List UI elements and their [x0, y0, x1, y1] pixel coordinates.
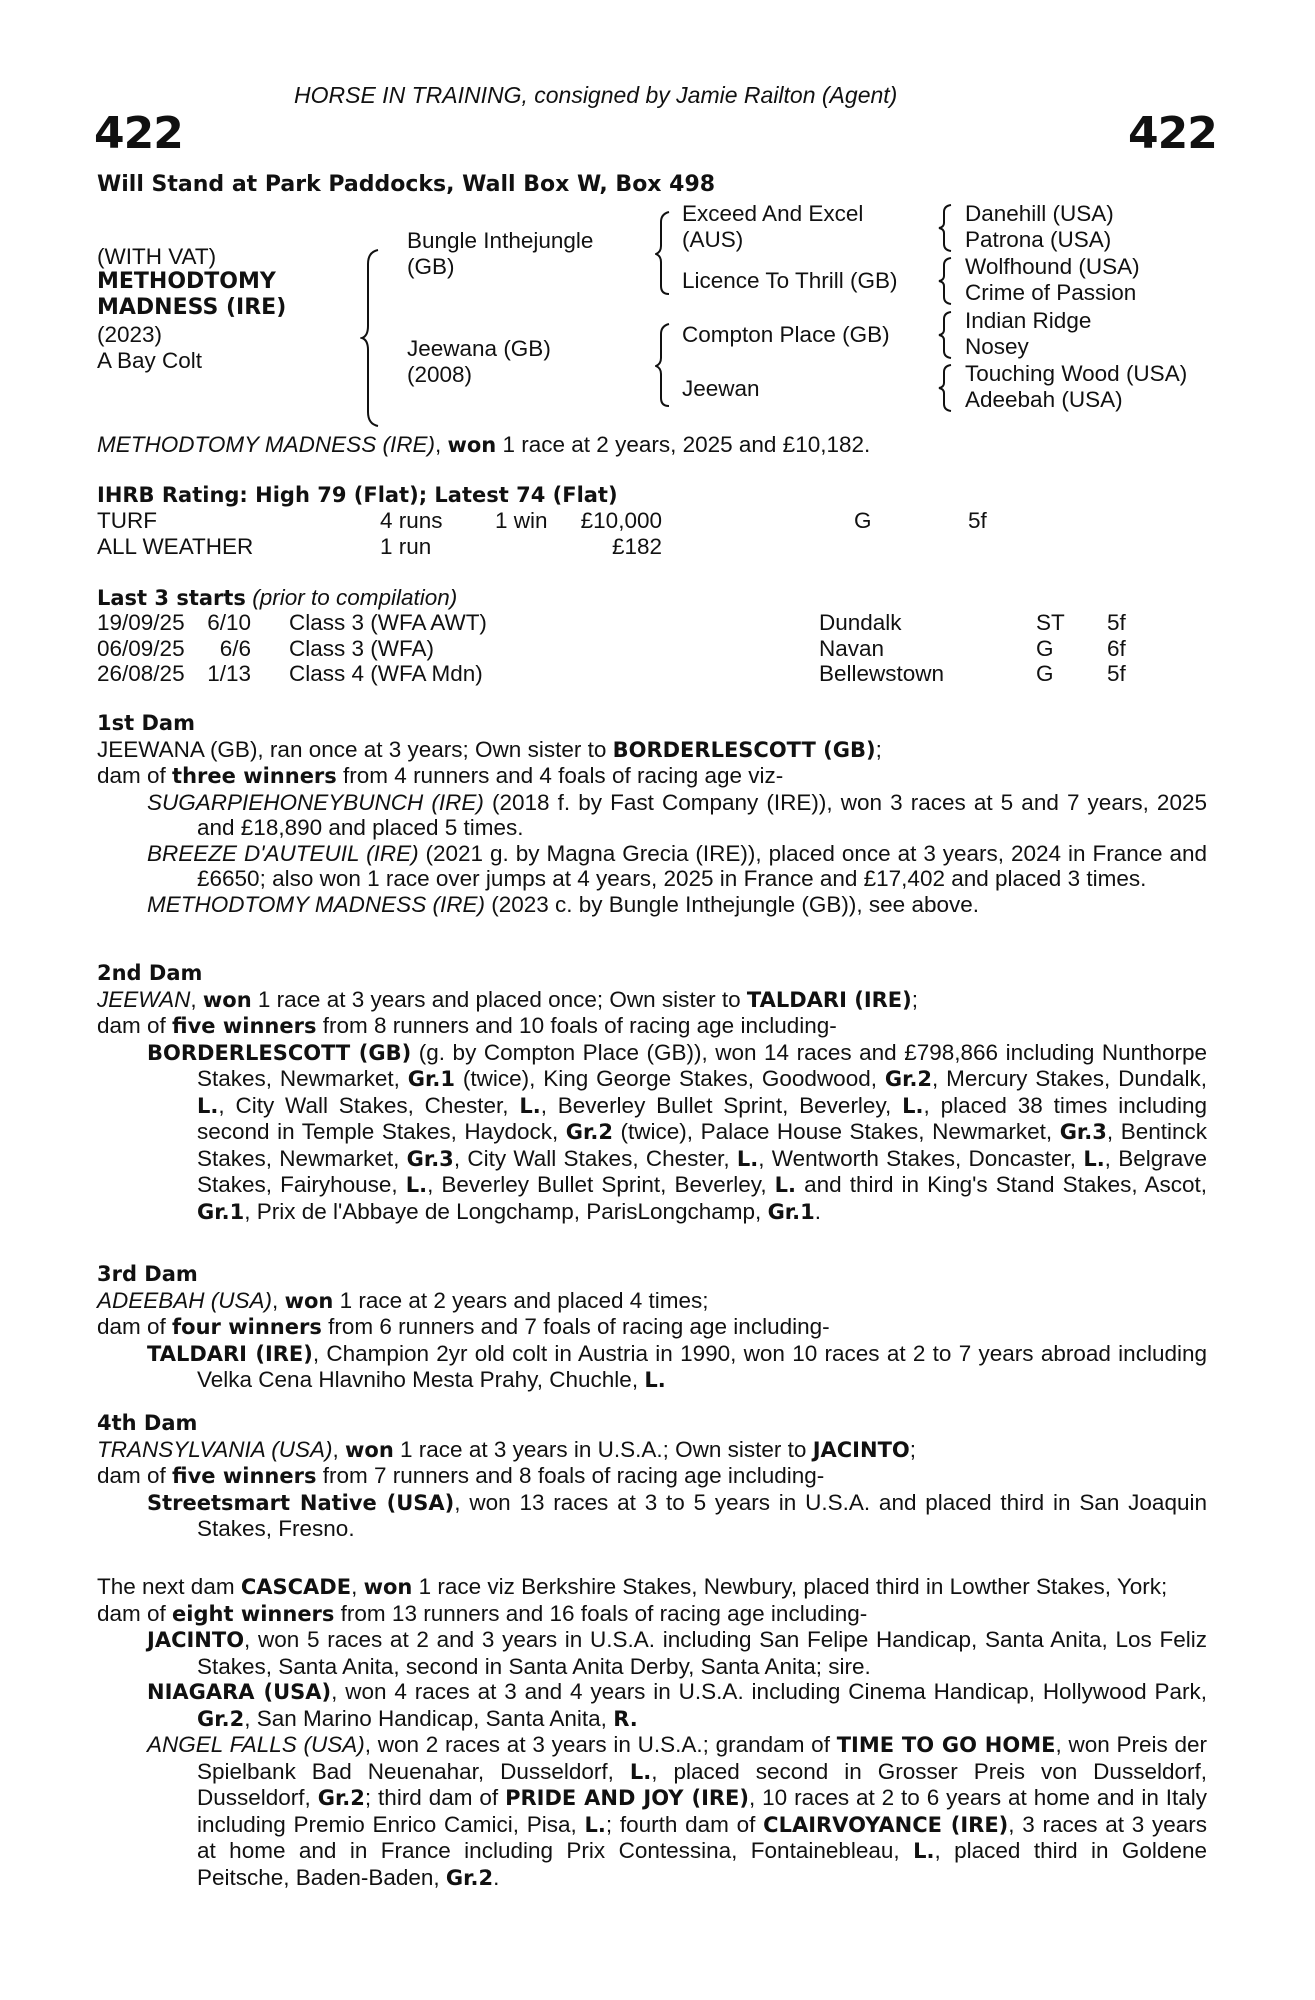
dam-sire-sire: Indian Ridge: [965, 308, 1092, 333]
sire-dam: Licence To Thrill (GB): [682, 268, 898, 293]
grade: L.: [519, 1093, 541, 1118]
progeny-entry: [97, 841, 1207, 892]
vat-status: (WITH VAT): [97, 244, 217, 269]
third-dam-section: [97, 1262, 1207, 1394]
lot-number-right: 422: [1128, 108, 1217, 159]
rating-distance: 5f: [968, 508, 987, 533]
text: dam of: [97, 1013, 173, 1038]
text: , 3 races at 3 years at home and in France including Prix Contessina, Fontainebleau,: [197, 1811, 1208, 1863]
section-heading: 3rd Dam: [97, 1262, 198, 1286]
winners-count: eight winners: [172, 1601, 335, 1626]
progeny-name: SUGARPIEHONEYBUNCH (IRE): [147, 789, 484, 815]
text: 1 race viz Berkshire Stakes, Newbury, placed third in Lowther Stakes, York;: [412, 1574, 1168, 1599]
descendant-name: CLAIRVOYANCE (IRE): [763, 1812, 1009, 1837]
rating-earnings: £182: [611, 533, 662, 559]
text: and third in King's Stand Stakes, Ascot,: [796, 1172, 1208, 1197]
dam-produce-summary: [97, 1314, 1207, 1341]
text: , won 5 races at 2 and 3 years in U.S.A. including San Felipe Handicap, Santa Anita, Los Feliz Stakes, Santa Anita, second in Santa Anita Derby, Santa Anita; sire.: [197, 1627, 1207, 1679]
text: from 4 runners and 4 foals of racing age viz-: [336, 763, 784, 788]
start-race: Class 3 (WFA AWT): [289, 610, 487, 635]
start-position: 6/6: [219, 635, 251, 661]
text: , Wentworth Stakes, Doncaster,: [758, 1145, 1084, 1171]
grade: L.: [644, 1368, 666, 1392]
progeny-entry: [97, 790, 1207, 841]
won-label: won: [284, 1288, 334, 1313]
progeny-text: (2018 f. by Fast Company (IRE)), won 3 races at 5 and 7 years, 2025 and £18,890 and placed 5 times.: [197, 789, 1207, 840]
dam-produce-summary: [97, 1463, 1207, 1490]
rating-table: [97, 508, 1197, 560]
sibling-name: BORDERLESCOTT (GB): [612, 737, 876, 762]
dam-description: [97, 737, 1207, 764]
start-row: [97, 636, 1197, 662]
rating-heading: IHRB Rating: High 79 (Flat); Latest 74 (Flat): [97, 483, 618, 507]
text: 1 race at 3 years and placed once; Own sister to: [251, 986, 747, 1012]
dam-dam-dam: Adeebah (USA): [965, 387, 1123, 412]
start-distance: 6f: [1107, 635, 1126, 661]
dam-brace-icon: [655, 322, 673, 408]
sibling-name: JACINTO: [812, 1437, 910, 1462]
text: , Beverley Bullet Sprint, Beverley,: [427, 1172, 775, 1197]
gen3-brace-icon: [938, 203, 954, 253]
start-race: Class 4 (WFA Mdn): [289, 661, 483, 686]
first-dam-section: [97, 711, 1207, 917]
progeny-entry: [97, 1341, 1207, 1394]
dam-description: TRANSYLVANIA (USA), won 1 race at 3 years in U.S.A.; Own sister to JACINTO;: [97, 1436, 917, 1462]
dam-description: The next dam CASCADE, won 1 race viz Berkshire Stakes, Newbury, placed third in Lowther Stakes, York;: [97, 1574, 1168, 1599]
dam-produce-summary: [97, 1601, 1207, 1628]
dam-produce-summary: [97, 1013, 1207, 1040]
grade: Gr.2: [317, 1786, 365, 1810]
progeny-name: JACINTO: [147, 1628, 245, 1652]
text: ; fourth dam of: [605, 1811, 764, 1837]
text: (twice), King George Stakes, Goodwood,: [454, 1066, 885, 1091]
dam-dam-sire: Touching Wood (USA): [965, 361, 1188, 386]
text: JEEWANA (GB), ran once at 3 years; Own sister to: [97, 736, 613, 762]
text: , Bentinck Stakes, Newmarket,: [197, 1119, 1207, 1171]
grade: L.: [774, 1173, 797, 1197]
grade: Gr.2: [884, 1067, 933, 1091]
text: , City Wall Stakes, Chester,: [218, 1092, 520, 1118]
sire-sire: Exceed And Excel: [682, 201, 864, 226]
second-dam-section: [97, 961, 1207, 1225]
progeny-entry: [97, 1732, 1207, 1891]
text: , placed third in Goldene Peitsche, Baden-Baden,: [197, 1838, 1207, 1890]
horse-name-line2: MADNESS (IRE): [97, 295, 287, 320]
text: , won 4 races at 3 and 4 years in U.S.A. including Cinema Handicap, Hollywood Park,: [331, 1679, 1207, 1704]
progeny-text: (2021 g. by Magna Grecia (IRE)), placed once at 3 years, 2024 in France and £6650; also won 1 race over jumps at 4 years, 2025 in France and £17,402 and placed 3 times.: [197, 840, 1207, 891]
start-date: 06/09/25: [97, 635, 185, 661]
start-position: 1/13: [207, 661, 251, 686]
sire-brace-icon: [655, 210, 673, 296]
sire-sire-sire: Danehill (USA): [965, 201, 1114, 226]
text: , placed second in Grosser Preis von Dusseldorf, Dusseldorf,: [197, 1758, 1207, 1810]
text: , 10 races at 2 to 6 years at home and in Italy including Premio Enrico Camici, Pisa,: [197, 1785, 1207, 1837]
grade: Gr.3: [1059, 1120, 1107, 1144]
grade: Gr.3: [406, 1146, 454, 1171]
grade: Gr.1: [197, 1199, 245, 1224]
lot-number-left: 422: [94, 108, 183, 159]
progeny-entry: [97, 1679, 1207, 1732]
section-heading: 2nd Dam: [97, 961, 203, 985]
start-course: Navan: [819, 635, 885, 661]
grade: Gr.1: [767, 1199, 815, 1224]
dam-dam: Jeewan: [682, 376, 760, 401]
dam-produce-summary: [97, 763, 1207, 790]
grade: L.: [1083, 1146, 1105, 1171]
rating-runs: 4 runs: [380, 508, 443, 533]
descendant-name: TIME TO GO HOME: [836, 1733, 1056, 1757]
last-starts-title: Last 3 starts: [97, 586, 246, 610]
text: The next dam: [97, 1574, 241, 1599]
text: dam of: [97, 763, 173, 788]
text: 1 race at 2 years and placed 4 times;: [333, 1287, 709, 1313]
dam-sire-dam: Nosey: [965, 334, 1029, 359]
text: 1 race at 3 years in U.S.A.; Own sister to: [393, 1436, 813, 1462]
grade: R.: [613, 1706, 638, 1731]
rating-surface: TURF: [97, 508, 157, 533]
dam-name: TRANSYLVANIA (USA): [97, 1436, 333, 1462]
progeny-name: BORDERLESCOTT (GB): [147, 1040, 412, 1065]
text: , placed 38 times including second in Temple Stakes, Haydock,: [197, 1092, 1208, 1144]
grade: L.: [629, 1759, 652, 1784]
rating-row: [97, 508, 1197, 534]
horse-name-line1: METHODTOMY: [97, 269, 276, 294]
last-starts-note: (prior to compilation): [252, 585, 458, 610]
section-heading: 1st Dam: [97, 711, 195, 735]
grade: L.: [197, 1093, 219, 1118]
rating-earnings: £10,000: [580, 508, 662, 533]
winners-count: four winners: [172, 1315, 322, 1339]
grade: Gr.2: [565, 1120, 613, 1144]
text: , Prix de l'Abbaye de Longchamp, ParisLongchamp,: [244, 1198, 768, 1224]
rating-runs: 1 run: [380, 533, 432, 559]
dam-description: ADEEBAH (USA), won 1 race at 2 years and placed 4 times;: [97, 1287, 709, 1313]
grade: Gr.2: [445, 1865, 494, 1890]
progeny-name: TALDARI (IRE): [147, 1341, 313, 1366]
grade: L.: [584, 1812, 606, 1837]
text: (twice), Palace House Stakes, Newmarket,: [612, 1119, 1060, 1144]
last-starts-heading: [97, 585, 457, 612]
sire-sire-dam: Patrona (USA): [965, 227, 1112, 252]
won-label: won: [345, 1437, 394, 1462]
text: .: [493, 1864, 500, 1890]
progeny-name: ANGEL FALLS (USA): [147, 1732, 365, 1757]
dam-sire: Compton Place (GB): [682, 322, 890, 347]
horse-description: A Bay Colt: [97, 348, 203, 373]
progeny-name: Streetsmart Native (USA): [147, 1490, 455, 1515]
text: ;: [875, 736, 882, 762]
dam-name: CASCADE: [240, 1575, 352, 1599]
section-heading: 4th Dam: [97, 1411, 198, 1435]
text: , won 13 races at 3 to 5 years in U.S.A. and placed third in San Joaquin Stakes, Fresno.: [197, 1489, 1207, 1541]
gen3-brace-icon: [938, 256, 954, 306]
sibling-name: TALDARI (IRE): [746, 987, 912, 1012]
grade: L.: [405, 1173, 428, 1197]
text: dam of: [97, 1600, 173, 1626]
sire-sire-origin: (AUS): [682, 227, 744, 252]
start-going: G: [1036, 635, 1054, 661]
text: , City Wall Stakes, Chester,: [453, 1145, 737, 1171]
sire-dam-dam: Crime of Passion: [965, 280, 1137, 305]
rating-wins: 1 win: [495, 508, 548, 533]
dam-name: ADEEBAH (USA): [97, 1287, 273, 1313]
grade: Gr.1: [407, 1067, 455, 1091]
start-race: Class 3 (WFA): [289, 635, 435, 661]
text: , Belgrave Stakes, Fairyhouse,: [197, 1145, 1207, 1197]
text: from 7 runners and 8 foals of racing age including-: [316, 1463, 825, 1488]
descendant-name: PRIDE AND JOY (IRE): [505, 1786, 749, 1810]
race-summary: METHODTOMY MADNESS (IRE), won 1 race at 2 years, 2025 and £10,182.: [97, 432, 871, 457]
text: ; third dam of: [364, 1785, 506, 1810]
text: , won 2 races at 3 years in U.S.A.; grandam of: [364, 1732, 837, 1757]
progeny-name: METHODTOMY MADNESS (IRE): [147, 891, 485, 917]
dam-name: JEEWAN: [97, 986, 191, 1012]
winners-count: three winners: [172, 764, 337, 788]
grade: L.: [902, 1093, 924, 1118]
gen3-brace-icon: [938, 363, 954, 413]
start-distance: 5f: [1107, 610, 1126, 635]
dam-description: JEEWAN, won 1 race at 3 years and placed once; Own sister to TALDARI (IRE);: [97, 986, 919, 1012]
stable-location: Will Stand at Park Paddocks, Wall Box W, Box 498: [97, 172, 716, 197]
progeny-entry: [97, 1627, 1207, 1679]
text: , Mercury Stakes, Dundalk,: [932, 1066, 1207, 1091]
gen3-brace-icon: [938, 310, 954, 360]
summary-text: 1 race at 2 years, 2025 and £10,182.: [496, 432, 871, 457]
pedigree-brace-icon: [360, 248, 382, 428]
text: , won Preis der Spielbank Bad Neuenahar, Dusseldorf,: [197, 1732, 1208, 1784]
text: .: [814, 1198, 822, 1224]
sire-dam-sire: Wolfhound (USA): [965, 254, 1140, 279]
start-date: 19/09/25: [97, 610, 185, 635]
text: from 6 runners and 7 foals of racing age including-: [321, 1314, 830, 1339]
progeny-name: NIAGARA (USA): [147, 1680, 332, 1704]
progeny-entry: [97, 1040, 1207, 1226]
start-going: G: [1036, 661, 1054, 686]
grade: L.: [736, 1146, 759, 1171]
sire-origin: (GB): [407, 254, 455, 279]
dam-name: Jeewana (GB): [407, 336, 551, 361]
text: (g. by Compton Place (GB)), won 14 races and £798,866 including Nunthorpe Stakes, Newmarket,: [197, 1039, 1207, 1091]
start-position: 6/10: [207, 610, 251, 635]
grade: L.: [913, 1839, 935, 1863]
summary-won: won: [447, 433, 497, 457]
rating-row: [97, 534, 1197, 560]
rating-going: G: [854, 508, 872, 533]
start-course: Dundalk: [819, 610, 902, 635]
start-row: [97, 661, 1197, 687]
last-starts-table: [97, 610, 1197, 688]
start-going: ST: [1036, 610, 1065, 635]
text: , Beverley Bullet Sprint, Beverley,: [540, 1092, 903, 1118]
start-distance: 5f: [1107, 661, 1126, 686]
text: from 13 runners and 16 foals of racing age including-: [334, 1600, 868, 1626]
start-row: [97, 610, 1197, 636]
summary-horse-name: METHODTOMY MADNESS (IRE): [97, 432, 435, 457]
progeny-name: BREEZE D'AUTEUIL (IRE): [147, 840, 419, 866]
progeny-entry: [97, 892, 1207, 918]
next-dam-section: [97, 1574, 1207, 1891]
won-label: won: [363, 1575, 413, 1599]
progeny-text: (2023 c. by Bungle Inthejungle (GB)), see above.: [484, 891, 979, 917]
won-label: won: [202, 987, 252, 1012]
catalogue-header: HORSE IN TRAINING, consigned by Jamie Railton (Agent): [294, 82, 898, 108]
fourth-dam-section: [97, 1411, 1207, 1542]
sire-name: Bungle Inthejungle: [407, 228, 594, 253]
start-date: 26/08/25: [97, 661, 185, 686]
text: dam of: [97, 1463, 173, 1488]
grade: Gr.2: [197, 1706, 245, 1731]
text: , San Marino Handicap, Santa Anita,: [244, 1705, 614, 1731]
dam-year: (2008): [407, 362, 473, 387]
rating-surface: ALL WEATHER: [97, 533, 254, 559]
start-course: Bellewstown: [819, 661, 945, 686]
text: from 8 runners and 10 foals of racing age including-: [316, 1013, 837, 1038]
text: dam of: [97, 1314, 173, 1339]
winners-count: five winners: [172, 1014, 317, 1038]
progeny-entry: [97, 1490, 1207, 1542]
horse-year: (2023): [97, 322, 163, 347]
winners-count: five winners: [172, 1464, 317, 1488]
text: , Champion 2yr old colt in Austria in 1990, won 10 races at 2 to 7 years abroad including Velka Cena Hlavniho Mesta Prahy, Chuchle,: [197, 1340, 1207, 1392]
